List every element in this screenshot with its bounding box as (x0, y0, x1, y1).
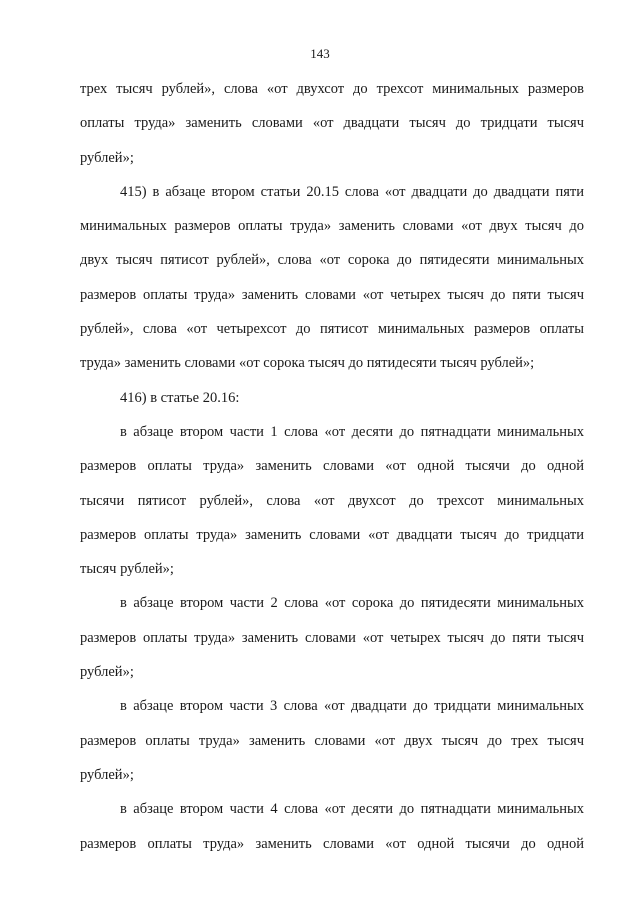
text-line: двух тысяч пятисот рублей», слова «от сорока до пятидесяти минимальных (80, 252, 584, 269)
text-line: оплаты труда» заменить словами «от двадцати тысяч до тридцати тысяч (80, 115, 584, 132)
text-line: труда» заменить словами «от сорока тысяч до пятидесяти тысяч рублей»; (80, 355, 535, 372)
text-line: тысячи пятисот рублей», слова «от двухсот до трехсот минимальных (80, 492, 584, 509)
text-line: размеров оплаты труда» заменить словами «от одной тысячи до одной (80, 835, 584, 852)
text-line: размеров оплаты труда» заменить словами «от четырех тысяч до пяти тысяч (80, 286, 584, 303)
text-line: в абзаце втором части 4 слова «от десяти до пятнадцати минимальных (120, 801, 584, 818)
text-line: 415) в абзаце втором статьи 20.15 слова «от двадцати до двадцати пяти (120, 183, 584, 200)
body-text (80, 72, 584, 861)
text-line: трех тысяч рублей», слова «от двухсот до трехсот минимальных размеров (80, 81, 584, 97)
text-line: размеров оплаты труда» заменить словами «от двух тысяч до трех тысяч (80, 732, 584, 749)
text-line: тысяч рублей»; (80, 561, 174, 578)
text-line: минимальных размеров оплаты труда» заменить словами «от двух тысяч до (80, 218, 584, 235)
text-line: размеров оплаты труда» заменить словами «от одной тысячи до одной (80, 458, 584, 475)
text-line: рублей»; (80, 664, 134, 681)
text-line: размеров оплаты труда» заменить словами «от двадцати тысяч до тридцати (80, 526, 584, 543)
page-number: 143 (310, 46, 330, 61)
text-line: размеров оплаты труда» заменить словами «от четырех тысяч до пяти тысяч (80, 629, 584, 646)
text-line: в абзаце втором части 1 слова «от десяти до пятнадцати минимальных (120, 423, 584, 440)
text-line: рублей», слова «от четырехсот до пятисот минимальных размеров оплаты (80, 321, 584, 338)
text-line: рублей»; (80, 149, 134, 166)
text-line: в абзаце втором части 3 слова «от двадцати до тридцати минимальных (120, 698, 584, 715)
text-line: 416) в статье 20.16: (120, 389, 240, 406)
text-line: рублей»; (80, 766, 134, 783)
text-line: в абзаце втором части 2 слова «от сорока до пятидесяти минимальных (120, 595, 584, 612)
